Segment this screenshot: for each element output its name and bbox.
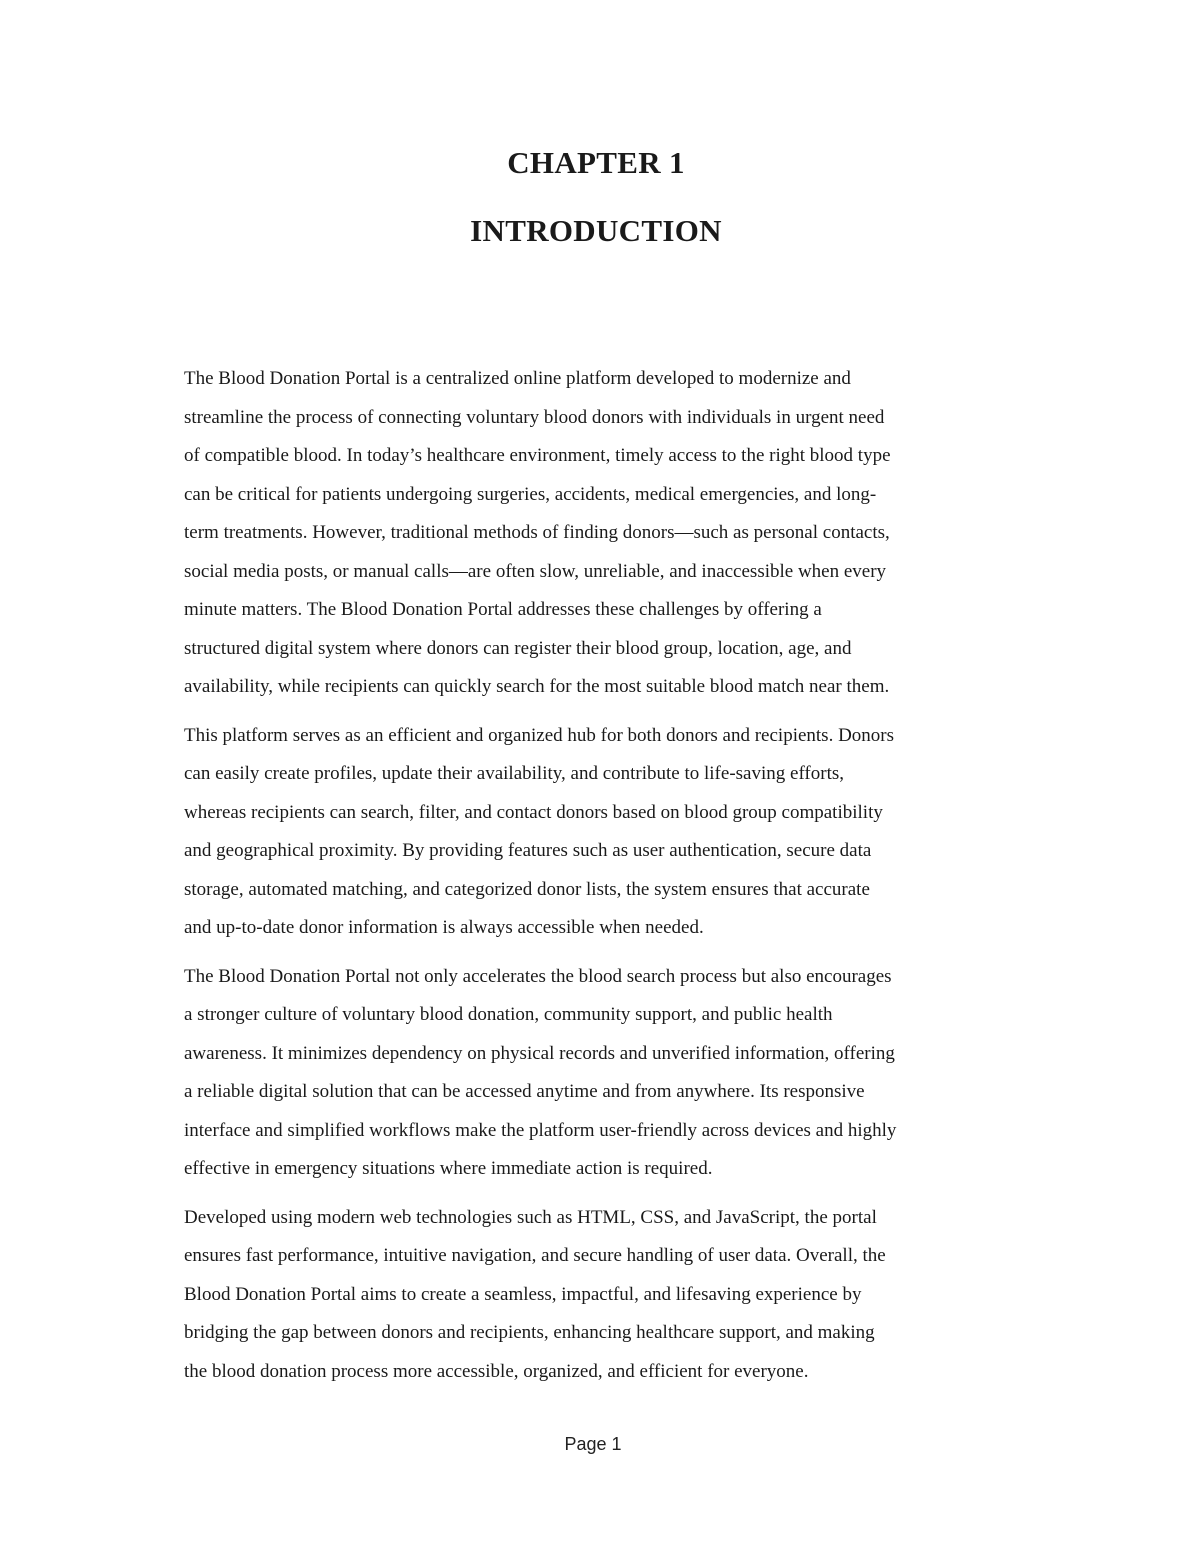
text-line: effective in emergency situations where immediate action is required.: [184, 1158, 713, 1179]
text-line: term treatments. However, traditional methods of finding donors—such as personal contacts,: [184, 522, 890, 543]
chapter-title: INTRODUCTION: [470, 213, 722, 248]
chapter-number: CHAPTER 1: [507, 145, 685, 180]
text-line: storage, automated matching, and categorized donor lists, the system ensures that accurate: [184, 878, 870, 900]
text-line: social media posts, or manual calls—are often slow, unreliable, and inaccessible when every: [184, 560, 887, 582]
paragraph-2: [184, 717, 1044, 948]
text-line: and geographical proximity. By providing features such as user authentication, secure data: [184, 840, 872, 861]
paragraph-1: [184, 360, 1044, 707]
text-line: The Blood Donation Portal not only accelerates the blood search process but also encourages: [184, 965, 892, 987]
body-text: [184, 360, 1044, 1401]
text-line: This platform serves as an efficient and organized hub for both donors and recipients. Donors: [184, 724, 895, 746]
text-line: ensures fast performance, intuitive navigation, and secure handling of user data. Overall, the: [184, 1245, 886, 1266]
text-line: interface and simplified workflows make the platform user-friendly across devices and highly: [184, 1119, 897, 1141]
text-line: availability, while recipients can quickly search for the most suitable blood match near them.: [184, 676, 890, 697]
text-line: Developed using modern web technologies such as HTML, CSS, and JavaScript, the portal: [184, 1206, 877, 1228]
text-line: can be critical for patients undergoing surgeries, accidents, medical emergencies, and long-: [184, 483, 877, 505]
paragraph-3: [184, 958, 1044, 1189]
text-line: of compatible blood. In today’s healthcare environment, timely access to the right blood type: [184, 445, 891, 466]
text-line: minute matters. The Blood Donation Portal addresses these challenges by offering a: [184, 599, 822, 620]
text-line: structured digital system where donors can register their blood group, location, age, and: [184, 637, 852, 659]
text-line: can easily create profiles, update their availability, and contribute to life-saving efforts,: [184, 763, 844, 784]
text-line: a reliable digital solution that can be accessed anytime and from anywhere. Its responsive: [184, 1081, 865, 1102]
paragraph-4: [184, 1199, 1044, 1392]
text-line: the blood donation process more accessible, organized, and efficient for everyone.: [184, 1360, 809, 1382]
text-line: whereas recipients can search, filter, and contact donors based on blood group compatibility: [184, 801, 883, 823]
text-line: bridging the gap between donors and recipients, enhancing healthcare support, and making: [184, 1322, 875, 1343]
text-line: Blood Donation Portal aims to create a seamless, impactful, and lifesaving experience by: [184, 1283, 862, 1305]
text-line: The Blood Donation Portal is a centralized online platform developed to modernize and: [184, 368, 851, 389]
text-line: streamline the process of connecting voluntary blood donors with individuals in urgent need: [184, 406, 885, 428]
page-number: Page 1: [564, 1434, 622, 1454]
text-line: awareness. It minimizes dependency on physical records and unverified information, offering: [184, 1042, 895, 1064]
text-line: and up-to-date donor information is always accessible when needed.: [184, 917, 704, 938]
text-line: a stronger culture of voluntary blood donation, community support, and public health: [184, 1004, 833, 1025]
